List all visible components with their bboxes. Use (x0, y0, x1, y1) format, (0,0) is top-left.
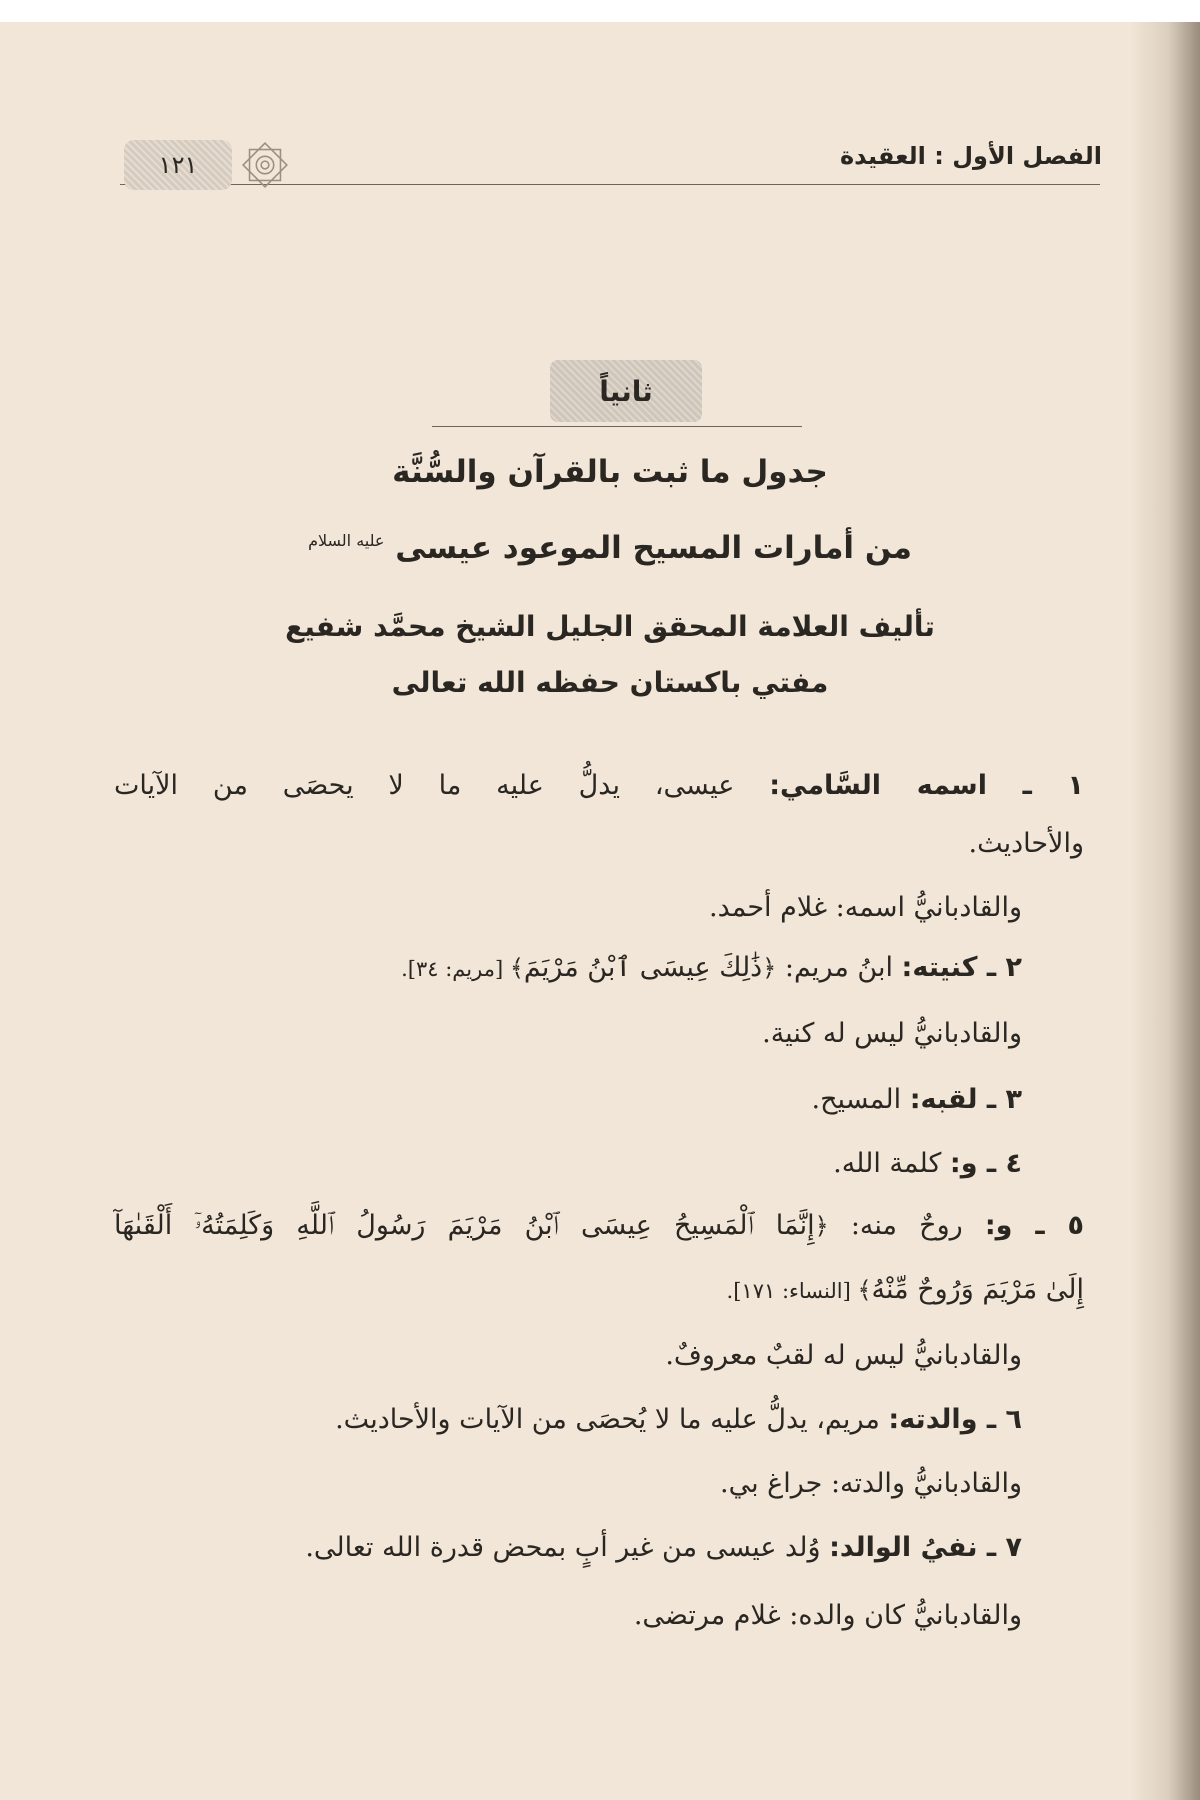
section-subtitle (120, 530, 1100, 566)
item-6-text: مريم، يدلُّ عليه ما لا يُحصَى من الآيات والأحاديث. (335, 1404, 889, 1435)
item-7-label: ٧ ـ نفيُ الوالد: (829, 1532, 1022, 1563)
item-6-label: ٦ ـ والدته: (888, 1404, 1022, 1435)
item-2-label: ٢ ـ كنيته: (901, 952, 1022, 983)
item-7 (114, 1528, 1022, 1568)
item-1-label: ١ ـ اسمه السَّامي: (769, 770, 1084, 801)
item-5 (114, 1206, 1084, 1246)
section-badge: ثانياً (550, 360, 702, 422)
item-1-text: عيسى، يدلُّ عليه ما لا يحصَى من الآيات (114, 770, 770, 801)
item-2 (114, 948, 1022, 989)
item-2-qadiani: والقادبانيُّ ليس له كنية. (762, 1018, 1022, 1049)
item-5-label: ٥ ـ و: (984, 1210, 1085, 1241)
item-5-continuation: إِلَىٰ مَرْيَمَ وَرُوحٌ مِّنْهُ (871, 1274, 1084, 1305)
chapter-title: الفصل الأول : العقيدة (840, 142, 1102, 170)
book-spine-shadow (1130, 22, 1200, 1800)
item-3-label: ٣ ـ لقبه: (909, 1084, 1022, 1115)
item-7-qadiani: والقادبانيُّ كان والده: غلام مرتضى. (633, 1600, 1022, 1631)
item-1-continuation: والأحاديث. (968, 828, 1084, 859)
ornament-icon (236, 136, 294, 194)
item-2-citation: [مريم: ٣٤]. (401, 957, 510, 981)
subtitle-text: من أمارات المسيح الموعود عيسى (395, 530, 912, 566)
item-5-qadiani: والقادبانيُّ ليس له لقبٌ معروفٌ. (665, 1340, 1022, 1371)
item-5-text: روحٌ منه: (828, 1210, 985, 1241)
item-2-quran: ذَٰلِكَ عِيسَى ٱبْنُ مَرْيَمَ (523, 952, 763, 983)
item-5-quran: إِنَّمَا ٱلْمَسِيحُ عِيسَى ٱبْنُ مَرْيَمَ رَسُولُ ٱللَّهِ وَكَلِمَتُهُۥٓ أَلْقَىٰهَآ (114, 1210, 815, 1241)
item-5-continuation-line (114, 1270, 1084, 1311)
author-line-1: تأليف العلامة المحقق الجليل الشيخ محمَّد شفيع (285, 610, 935, 643)
item-6 (114, 1400, 1022, 1440)
item-1 (114, 766, 1084, 806)
item-1-qadiani: والقادبانيُّ اسمه: غلام أحمد. (709, 892, 1022, 923)
item-7-text: وُلد عيسى من غير أبٍ بمحض قدرة الله تعالى. (305, 1532, 830, 1563)
item-2-quran-close: ﴾ (509, 954, 524, 982)
honorific: عليه السلام (308, 531, 385, 550)
section-rule (432, 426, 802, 427)
page-number: ١٢١ (124, 140, 232, 190)
item-3-text: المسيح. (811, 1084, 910, 1115)
book-page (0, 22, 1200, 1800)
item-4-text: كلمة الله. (833, 1148, 950, 1179)
item-5-quran-open: ﴿ (814, 1212, 829, 1240)
item-5-citation: [النساء: ١٧١]. (726, 1279, 858, 1303)
item-4-label: ٤ ـ و: (949, 1148, 1022, 1179)
section-title: جدول ما ثبت بالقرآن والسُّنَّة (392, 454, 828, 490)
item-2-quran-open: ﴿ (762, 954, 777, 982)
author-line-2: مفتي باكستان حفظه الله تعالى (391, 666, 829, 699)
item-4 (114, 1144, 1022, 1184)
item-6-qadiani: والقادبانيُّ والدته: جراغ بي. (719, 1468, 1022, 1499)
item-5-quran-close: ﴾ (857, 1276, 872, 1304)
item-3 (114, 1080, 1022, 1120)
item-2-text: ابنُ مريم: (776, 952, 902, 983)
